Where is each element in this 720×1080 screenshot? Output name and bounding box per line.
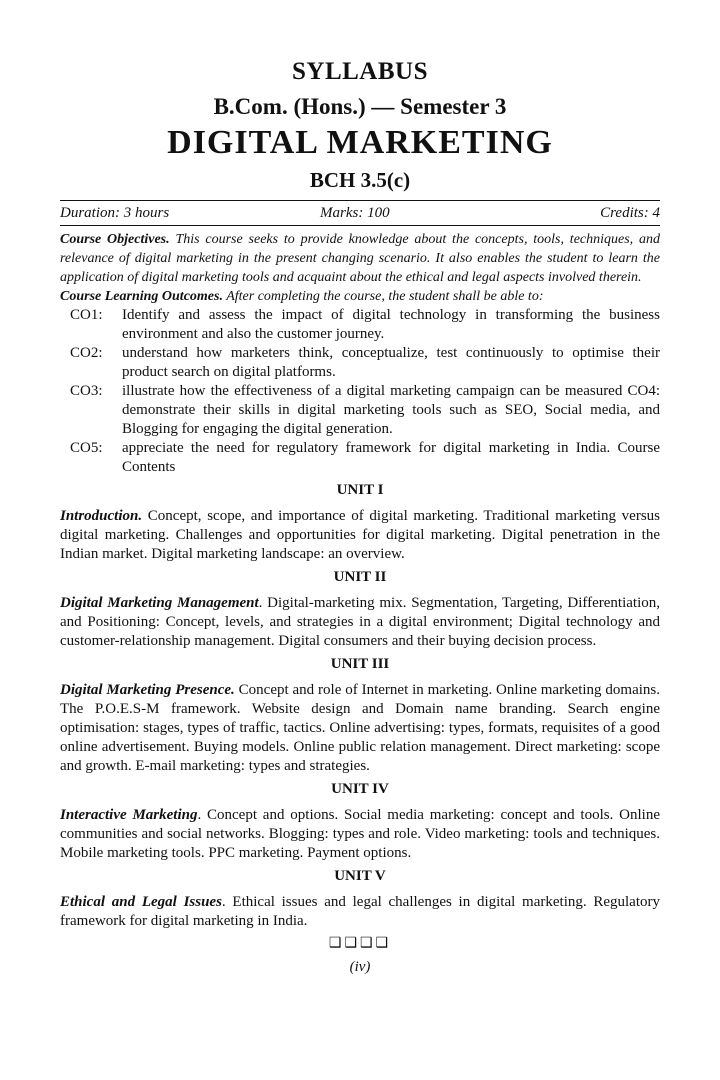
outcome-text: appreciate the need for regulatory framework for digital marketing in India. Course Contents <box>122 440 660 475</box>
outcome-item <box>60 439 660 477</box>
unit-description <box>60 594 660 651</box>
unit-lead: Digital Marketing Management <box>60 595 259 611</box>
outcome-id: CO5: <box>70 440 103 456</box>
course-objectives <box>60 230 660 287</box>
marks: Marks: 100 <box>320 205 390 221</box>
course-code: BCH 3.5(c) <box>309 168 411 192</box>
course-meta-bar <box>60 200 660 226</box>
unit-heading: UNIT III <box>330 656 390 672</box>
outcome-id: CO3: <box>70 383 103 399</box>
unit-lead: Digital Marketing Presence. <box>60 682 235 698</box>
credits: Credits: 4 <box>600 205 660 221</box>
outcome-item <box>60 306 660 344</box>
outcome-text: understand how marketers think, conceptualize, test continuously to optimise their product search on digital platforms. <box>122 345 660 380</box>
unit-description <box>60 507 660 564</box>
unit-heading: UNIT I <box>336 482 384 498</box>
outcome-item <box>60 382 660 439</box>
unit-description <box>60 681 660 776</box>
course-title: DIGITAL MARKETING <box>167 124 553 161</box>
program-heading: B.Com. (Hons.) — Semester 3 <box>213 94 507 119</box>
course-outcomes-text: After completing the course, the student shall be able to: <box>222 289 544 304</box>
unit-description <box>60 893 660 931</box>
duration: Duration: 3 hours <box>60 205 170 221</box>
course-objectives-text: This course seeks to provide knowledge about the concepts, tools, techniques, and relevance of digital marketing in the present changing scenario. It also enables the student to learn the application of digital marketing tools and acquaint about the ethical and legal aspects involved therein. <box>60 232 660 285</box>
course-outcomes-label: Course Learning Outcomes. <box>60 289 223 304</box>
end-ornament: ❑❑❑❑ <box>328 936 392 951</box>
page-number: (iv) <box>349 959 371 975</box>
unit-heading: UNIT IV <box>331 781 389 797</box>
outcome-item <box>60 344 660 382</box>
unit-lead: Introduction. <box>60 508 143 524</box>
unit-description <box>60 806 660 863</box>
unit-text: . Digital-marketing mix. Segmentation, Targeting, Differentiation, and Positioning: Concept, levels, and strategies in a digital environment; Digital technology and customer-relationship management. Digital consumers and their buying decision process. <box>60 595 660 649</box>
unit-lead: Interactive Marketing <box>60 807 198 823</box>
course-objectives-label: Course Objectives. <box>60 232 170 247</box>
outcome-id: CO2: <box>70 345 103 361</box>
syllabus-heading: SYLLABUS <box>292 58 428 85</box>
unit-text: . Concept and options. Social media marketing: concept and tools. Online communities and social networks. Blogging: types and role. Video marketing: tools and techniques. Mobile marketing tools. PPC marketing. Payment options. <box>60 807 660 861</box>
course-outcomes-intro <box>60 287 660 306</box>
unit-heading: UNIT II <box>333 569 387 585</box>
unit-text: Concept, scope, and importance of digital marketing. Traditional marketing versus digital marketing. Challenges and opportunities for digital marketing. Digital penetration in the Indian market. Digital marketing landscape: an overview. <box>60 508 660 562</box>
unit-text: . Ethical issues and legal challenges in digital marketing. Regulatory framework for digital marketing in India. <box>60 894 661 929</box>
unit-heading: UNIT V <box>334 868 386 884</box>
syllabus-content <box>60 230 660 977</box>
outcome-text: Identify and assess the impact of digital technology in transforming the business environment and also the customer journey. <box>122 307 660 342</box>
unit-text: Concept and role of Internet in marketing. Online marketing domains. The P.O.E.S-M framework. Website design and Domain name branding. Search engine optimisation: stages, types of traffic, tactics. Online advertising: types, formats, requisites of a good online advertisement. Buying models. Online public relation management. Direct marketing: scope and growth. E-mail marketing: types and strategies. <box>60 682 660 774</box>
outcome-text: illustrate how the effectiveness of a digital marketing campaign can be measured CO4: demonstrate their skills in digital marketing tools such as SEO, Social media, and Blogging for engaging the digital generation. <box>122 383 660 437</box>
outcome-id: CO1: <box>70 307 103 323</box>
unit-lead: Ethical and Legal Issues <box>60 894 222 910</box>
